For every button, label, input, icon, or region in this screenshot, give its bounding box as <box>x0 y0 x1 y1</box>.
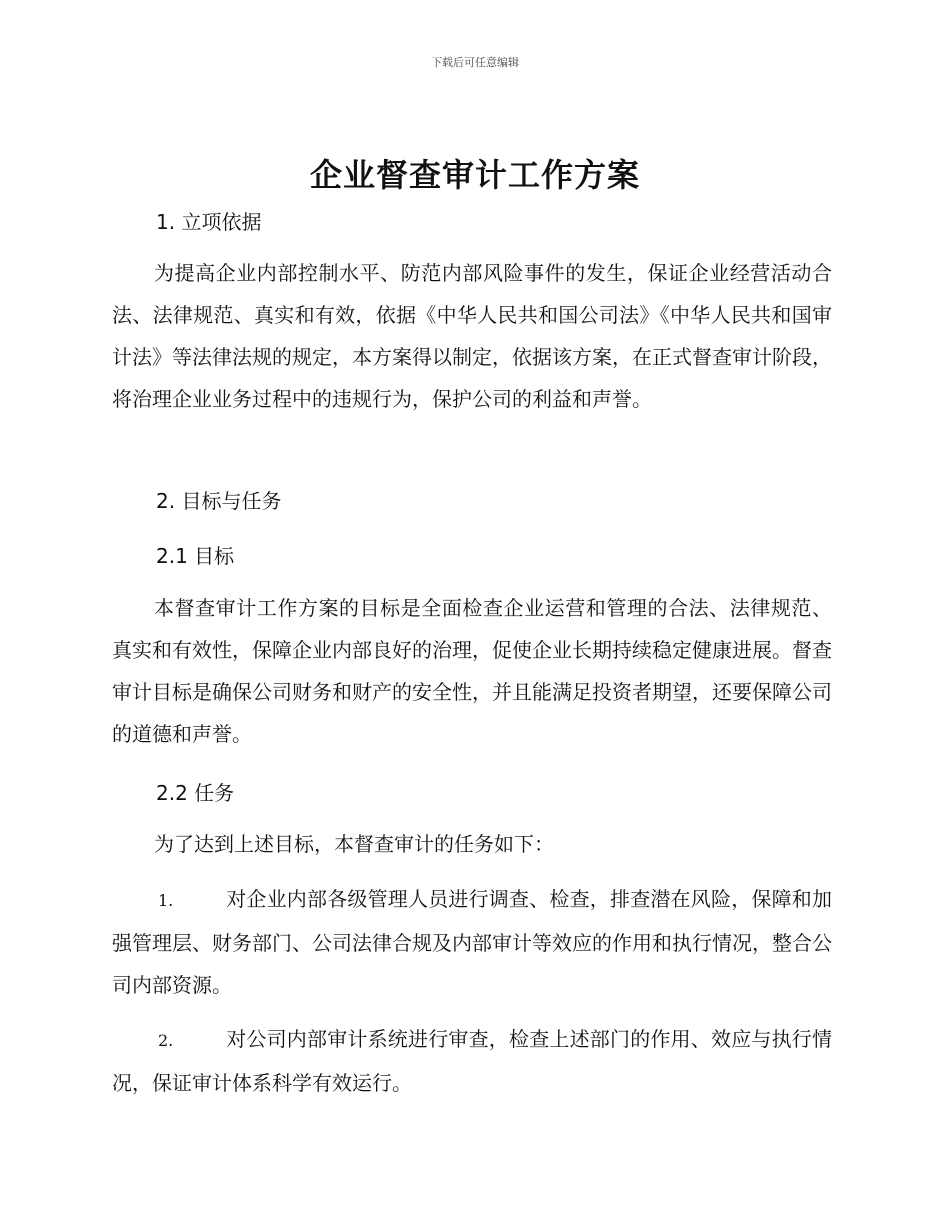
section-2-2-intro: 为了达到上述目标，本督查审计的任务如下： <box>154 832 554 856</box>
section-1-paragraph: 为提高企业内部控制水平、防范内部风险事件的发生，保证企业经营活动合法、法律规范、真实和有效，依据《中华人民共和国公司法》《中华人民共和国审计法》等法律法规的规定，本方案得以制定，依据该方案，在正式督查审计阶段，将治理企业业务过程中的违规行为，保护公司的利益和声誉。 <box>112 261 832 411</box>
document-title: 企业督查审计工作方案 <box>309 156 640 194</box>
header-note: 下载后可任意编辑 <box>431 56 519 69</box>
task-item-text: 对公司内部审计系统进行审查，检查上述部门的作用、效应与执行情况，保证审计体系科学有效运行。 <box>112 1027 832 1095</box>
section-1-heading: 1. 立项依据 <box>156 210 262 234</box>
section-2-2-heading: 2.2 任务 <box>156 781 235 805</box>
section-2-1-paragraph: 本督查审计工作方案的目标是全面检查企业运营和管理的合法、法律规范、真实和有效性，保障企业内部良好的治理，促使企业长期持续稳定健康进展。督查审计目标是确保公司财务和财产的安全性，并且能满足投资者期望，还要保障公司的道德和声誉。 <box>112 596 832 746</box>
task-item <box>112 878 832 1006</box>
section-2-heading: 2. 目标与任务 <box>156 489 282 513</box>
task-item-number: 2. <box>158 1031 174 1050</box>
task-item-number: 1. <box>158 891 174 910</box>
task-item <box>112 1018 832 1104</box>
task-item-text: 对企业内部各级管理人员进行调查、检查，排查潜在风险，保障和加强管理层、财务部门、公司法律合规及内部审计等效应的作用和执行情况，整合公司内部资源。 <box>112 887 832 997</box>
section-2-1-heading: 2.1 目标 <box>156 544 235 568</box>
